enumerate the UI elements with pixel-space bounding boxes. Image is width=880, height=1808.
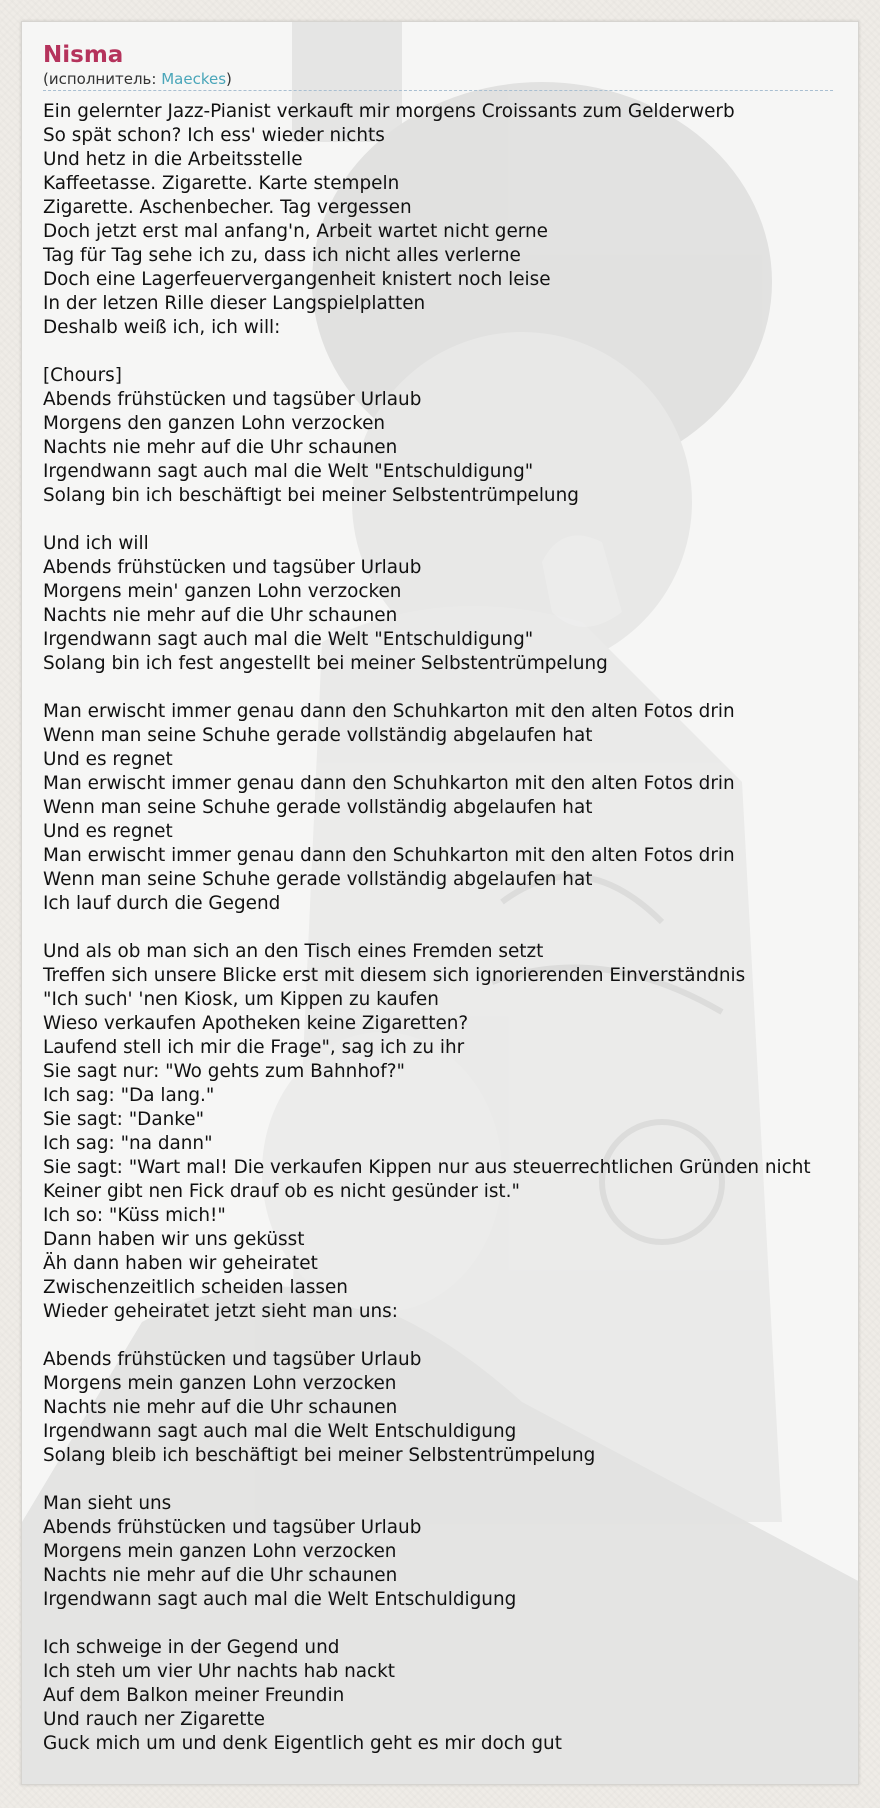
song-content [43, 40, 859, 1756]
lyrics-line: Abends frühstücken und tagsüber Urlaub [43, 389, 422, 410]
lyrics-line: Keiner gibt nen Fick drauf ob es nicht gesünder ist." [43, 1181, 520, 1202]
lyrics-line: Ein gelernter Jazz-Pianist verkauft mir morgens Croissants zum Gelderwerb [43, 101, 735, 122]
lyrics-line: Nachts nie mehr auf die Uhr schaunen [43, 605, 398, 626]
lyrics-line: Morgens mein ganzen Lohn verzocken [43, 1541, 397, 1562]
lyrics-line: Ich sag: "na dann" [43, 1133, 213, 1154]
lyrics-line: Wenn man seine Schuhe gerade vollständig abgelaufen hat [43, 869, 593, 890]
lyrics-blank-line [43, 508, 859, 532]
lyrics-line: Doch jetzt erst mal anfang'n, Arbeit wartet nicht gerne [43, 221, 548, 242]
performer-suffix: ) [226, 70, 232, 88]
lyrics-line: Auf dem Balkon meiner Freundin [43, 1685, 345, 1706]
lyrics-line: Ich lauf durch die Gegend [43, 893, 281, 914]
lyrics-line: Morgens den ganzen Lohn verzocken [43, 413, 386, 434]
lyrics-text [43, 100, 859, 1756]
lyrics-blank-line [43, 1324, 859, 1348]
performer-line [43, 70, 833, 91]
song-title: Nisma [43, 42, 124, 68]
lyrics-line: So spät schon? Ich ess' wieder nichts [43, 125, 385, 146]
lyrics-card [21, 21, 859, 1785]
lyrics-line: Deshalb weiß ich, ich will: [43, 317, 281, 338]
lyrics-line: Kaffeetasse. Zigarette. Karte stempeln [43, 173, 400, 194]
lyrics-blank-line [43, 340, 859, 364]
lyrics-line: Irgendwann sagt auch mal die Welt "Entschuldigung" [43, 629, 534, 650]
lyrics-line: Man erwischt immer genau dann den Schuhkarton mit den alten Fotos drin [43, 701, 735, 722]
lyrics-line: Tag für Tag sehe ich zu, dass ich nicht alles verlerne [43, 245, 521, 266]
lyrics-line: Sie sagt: "Danke" [43, 1109, 205, 1130]
lyrics-line: Guck mich um und denk Eigentlich geht es mir doch gut [43, 1733, 562, 1754]
lyrics-line: "Ich such' 'nen Kiosk, um Kippen zu kaufen [43, 989, 439, 1010]
lyrics-line: Morgens mein ganzen Lohn verzocken [43, 1373, 397, 1394]
lyrics-line: Man erwischt immer genau dann den Schuhkarton mit den alten Fotos drin [43, 845, 735, 866]
lyrics-line: Abends frühstücken und tagsüber Urlaub [43, 1517, 422, 1538]
lyrics-line: Ich schweige in der Gegend und [43, 1637, 340, 1658]
lyrics-blank-line [43, 916, 859, 940]
lyrics-line: Man sieht uns [43, 1493, 172, 1514]
lyrics-line: Sie sagt: "Wart mal! Die verkaufen Kippen nur aus steuerrechtlichen Gründen nicht [43, 1157, 811, 1178]
lyrics-line: Solang bin ich beschäftigt bei meiner Selbstentrümpelung [43, 485, 579, 506]
lyrics-line: Und ich will [43, 533, 149, 554]
performer-prefix: (исполнитель: [43, 70, 162, 88]
lyrics-line: In der letzen Rille dieser Langspielplatten [43, 293, 426, 314]
lyrics-line: Wieso verkaufen Apotheken keine Zigaretten? [43, 1013, 469, 1034]
lyrics-line: Dann haben wir uns geküsst [43, 1229, 305, 1250]
lyrics-line: Treffen sich unsere Blicke erst mit diesem sich ignorierenden Einverständnis [43, 965, 746, 986]
lyrics-line: [Chours] [43, 365, 122, 386]
lyrics-line: Solang bleib ich beschäftigt bei meiner Selbstentrümpelung [43, 1445, 596, 1466]
lyrics-line: Morgens mein' ganzen Lohn verzocken [43, 581, 402, 602]
lyrics-line: Irgendwann sagt auch mal die Welt "Entschuldigung" [43, 461, 534, 482]
lyrics-line: Wieder geheiratet jetzt sieht man uns: [43, 1301, 398, 1322]
lyrics-line: Doch eine Lagerfeuervergangenheit knistert noch leise [43, 269, 551, 290]
lyrics-line: Ich so: "Küss mich!" [43, 1205, 226, 1226]
lyrics-line: Abends frühstücken und tagsüber Urlaub [43, 557, 422, 578]
lyrics-line: Nachts nie mehr auf die Uhr schaunen [43, 437, 398, 458]
lyrics-line: Ich sag: "Da lang." [43, 1085, 215, 1106]
lyrics-line: Sie sagt nur: "Wo gehts zum Bahnhof?" [43, 1061, 405, 1082]
lyrics-blank-line [43, 1612, 859, 1636]
lyrics-line: Und es regnet [43, 821, 173, 842]
lyrics-blank-line [43, 1468, 859, 1492]
lyrics-line: Und hetz in die Arbeitsstelle [43, 149, 303, 170]
lyrics-line: Zigarette. Aschenbecher. Tag vergessen [43, 197, 412, 218]
lyrics-line: Zwischenzeitlich scheiden lassen [43, 1277, 348, 1298]
lyrics-line: Irgendwann sagt auch mal die Welt Entschuldigung [43, 1421, 517, 1442]
lyrics-line: Wenn man seine Schuhe gerade vollständig abgelaufen hat [43, 797, 593, 818]
lyrics-line: Äh dann haben wir geheiratet [43, 1253, 318, 1274]
lyrics-blank-line [43, 676, 859, 700]
lyrics-line: Solang bin ich fest angestellt bei meiner Selbstentrümpelung [43, 653, 608, 674]
lyrics-line: Nachts nie mehr auf die Uhr schaunen [43, 1397, 398, 1418]
lyrics-line: Irgendwann sagt auch mal die Welt Entschuldigung [43, 1589, 517, 1610]
lyrics-line: Nachts nie mehr auf die Uhr schaunen [43, 1565, 398, 1586]
lyrics-line: Abends frühstücken und tagsüber Urlaub [43, 1349, 422, 1370]
lyrics-line: Ich steh um vier Uhr nachts hab nackt [43, 1661, 395, 1682]
lyrics-line: Und rauch ner Zigarette [43, 1709, 265, 1730]
lyrics-line: Und als ob man sich an den Tisch eines Fremden setzt [43, 941, 544, 962]
lyrics-line: Wenn man seine Schuhe gerade vollständig abgelaufen hat [43, 725, 593, 746]
lyrics-line: Man erwischt immer genau dann den Schuhkarton mit den alten Fotos drin [43, 773, 735, 794]
lyrics-line: Laufend stell ich mir die Frage", sag ich zu ihr [43, 1037, 465, 1058]
lyrics-line: Und es regnet [43, 749, 173, 770]
performer-link[interactable]: Maeckes [161, 70, 227, 88]
